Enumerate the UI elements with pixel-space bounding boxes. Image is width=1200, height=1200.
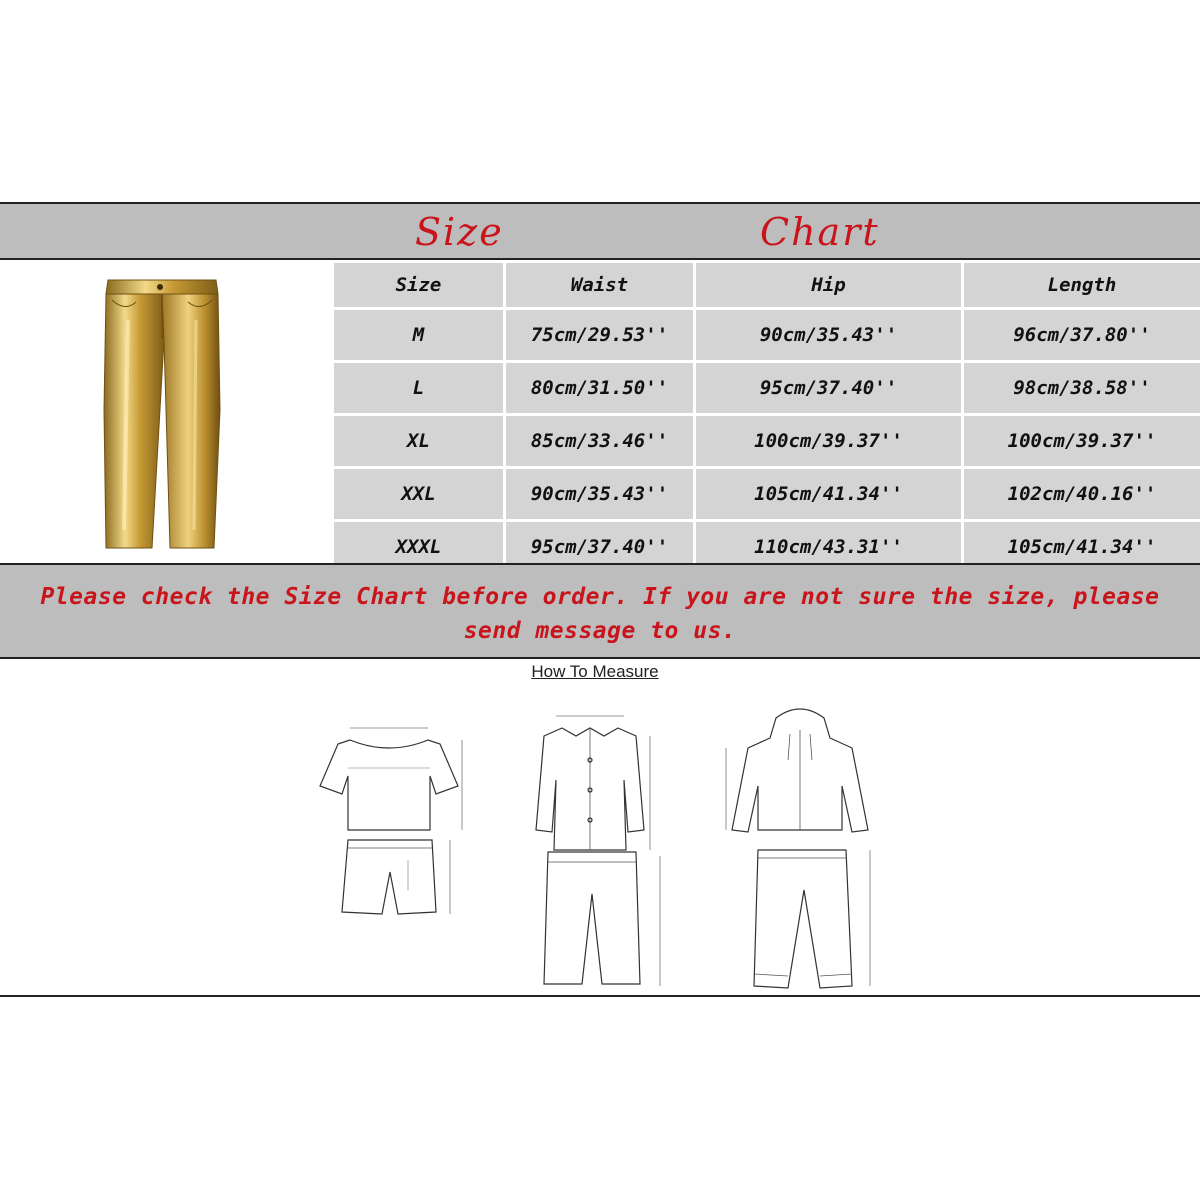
length-cell: 102cm/40.16'' bbox=[963, 468, 1200, 521]
gold-pants-image bbox=[0, 260, 330, 563]
length-cell: 96cm/37.80'' bbox=[963, 309, 1200, 362]
waist-cell: 90cm/35.43'' bbox=[505, 468, 695, 521]
joggers-diagram-icon bbox=[754, 850, 870, 988]
shirt-diagram-icon bbox=[536, 716, 650, 850]
header-waist: Waist bbox=[505, 262, 695, 309]
table-row bbox=[333, 309, 1200, 362]
table-row bbox=[333, 468, 1200, 521]
header-size: Size bbox=[333, 262, 505, 309]
table-row bbox=[333, 362, 1200, 415]
waist-cell: 80cm/31.50'' bbox=[505, 362, 695, 415]
table-header-row bbox=[333, 262, 1200, 309]
notice-bar bbox=[0, 563, 1200, 659]
size-cell: XL bbox=[333, 415, 505, 468]
size-table bbox=[331, 260, 1200, 575]
hoodie-diagram-icon bbox=[726, 709, 868, 832]
hip-cell: 90cm/35.43'' bbox=[695, 309, 963, 362]
header-hip: Hip bbox=[695, 262, 963, 309]
header-length: Length bbox=[963, 262, 1200, 309]
title-word-size: Size bbox=[415, 210, 504, 254]
tshirt-diagram-icon bbox=[320, 728, 462, 830]
waist-cell: 95cm/37.40'' bbox=[505, 521, 695, 574]
size-cell: XXXL bbox=[333, 521, 505, 574]
notice-line-1: Please check the Size Chart before order. If you are not sure the size, please bbox=[40, 584, 1160, 610]
size-cell: XXL bbox=[333, 468, 505, 521]
waist-cell: 85cm/33.46'' bbox=[505, 415, 695, 468]
trousers-diagram-icon bbox=[544, 852, 660, 986]
hip-cell: 95cm/37.40'' bbox=[695, 362, 963, 415]
table-row bbox=[333, 415, 1200, 468]
how-to-measure-title: How To Measure bbox=[531, 662, 659, 681]
title-bar bbox=[0, 204, 1200, 260]
waist-cell: 75cm/29.53'' bbox=[505, 309, 695, 362]
hip-cell: 100cm/39.37'' bbox=[695, 415, 963, 468]
size-cell: M bbox=[333, 309, 505, 362]
length-cell: 105cm/41.34'' bbox=[963, 521, 1200, 574]
length-cell: 98cm/38.58'' bbox=[963, 362, 1200, 415]
product-image-cell bbox=[0, 260, 330, 563]
size-cell: L bbox=[333, 362, 505, 415]
notice-line-2: send message to us. bbox=[463, 618, 737, 644]
shorts-diagram-icon bbox=[342, 840, 450, 914]
title-word-chart: Chart bbox=[760, 210, 880, 254]
hip-cell: 110cm/43.31'' bbox=[695, 521, 963, 574]
length-cell: 100cm/39.37'' bbox=[963, 415, 1200, 468]
hip-cell: 105cm/41.34'' bbox=[695, 468, 963, 521]
measure-diagrams bbox=[290, 690, 910, 990]
